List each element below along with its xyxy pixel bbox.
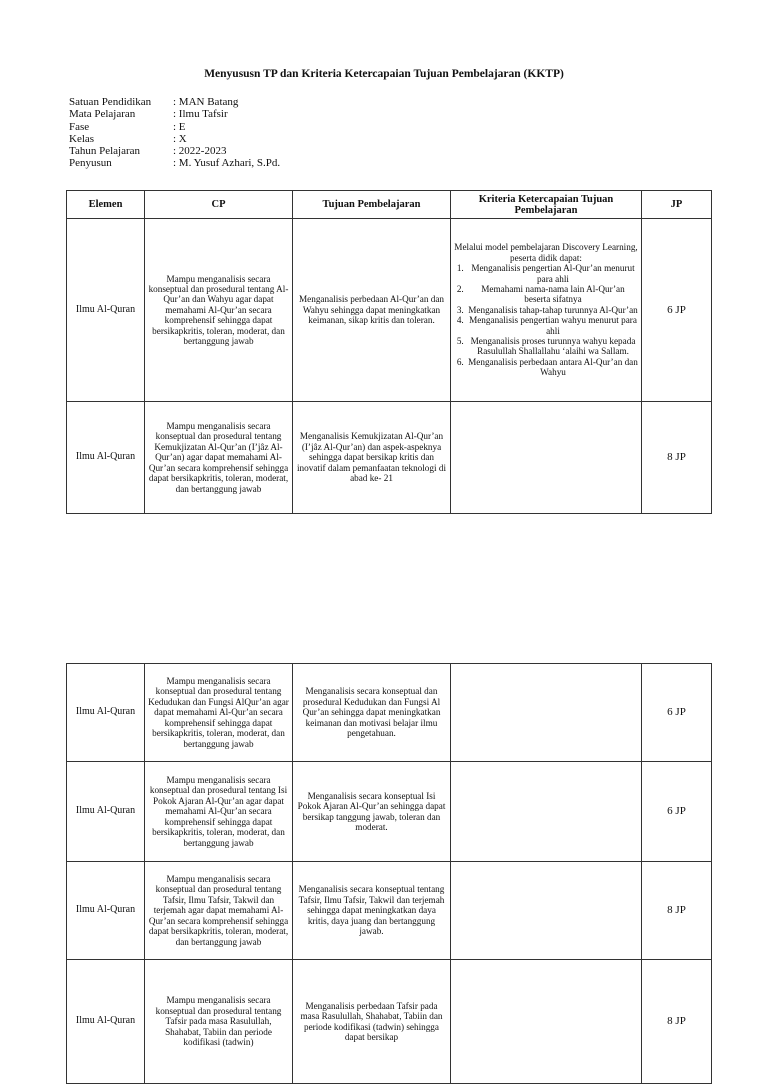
info-label: Fase <box>69 120 90 133</box>
header-tp: Tujuan Pembelajaran <box>293 191 451 219</box>
info-row <box>69 121 280 133</box>
kriteria-item: 1. Menganalisis pengertian Al-Qur’an menurut para ahli <box>466 263 638 284</box>
cell-cp: Mampu menganalisis secara konseptual dan prosedural tentang Kemukjizatan Al-Qur’an (I’jâz Al-Qur’an) agar dapat memahami Al-Qur’an secara komprehensif sehingga dapat bersikapkritis, toleran, moderat, dan bertanggung jawab <box>145 402 293 514</box>
cell-kriteria <box>451 960 642 1084</box>
kriteria-item: 5. Menganalisis proses turunnya wahyu kepada Rasulullah Shallallahu ‘alaihi wa Sallam. <box>466 336 638 357</box>
cell-elemen: Ilmu Al-Quran <box>67 219 145 402</box>
cell-elemen: Ilmu Al-Quran <box>67 960 145 1084</box>
header-elemen: Elemen <box>67 191 145 219</box>
info-value: : X <box>173 132 187 145</box>
info-label: Tahun Pelajaran <box>69 145 141 158</box>
cell-elemen: Ilmu Al-Quran <box>67 402 145 514</box>
kktp-table-1 <box>66 190 712 514</box>
cell-jp: 6 JP <box>642 219 712 402</box>
cell-jp: 8 JP <box>642 862 712 960</box>
info-block <box>69 96 280 170</box>
cell-tp: Menganalisis secara konseptual Isi Pokok Ajaran Al-Qur’an sehingga dapat bersikap tanggung jawab, toleran dan moderat. <box>293 762 451 862</box>
kktp-table-2 <box>66 663 712 1084</box>
table-header-row <box>67 191 712 219</box>
info-value: : 2022-2023 <box>173 145 227 158</box>
cell-jp: 8 JP <box>642 402 712 514</box>
info-row <box>69 157 280 169</box>
header-cp: CP <box>145 191 293 219</box>
info-value: : Ilmu Tafsir <box>173 108 228 121</box>
info-value: : MAN Batang <box>173 96 239 108</box>
cell-kriteria <box>451 664 642 762</box>
cell-jp: 6 JP <box>642 762 712 862</box>
page-title: Menyususn TP dan Kriteria Ketercapaian Tujuan Pembelajaran (KKTP) <box>204 68 564 80</box>
cell-cp: Mampu menganalisis secara konseptual dan prosedural tentang Tafsir pada masa Rasulullah, Shahabat, Tabiin dan periode kodifikasi (tadwin) <box>145 960 293 1084</box>
info-row <box>69 145 280 157</box>
info-value: : E <box>173 120 186 133</box>
cell-tp: Menganalisis perbedaan Al-Qur’an dan Wahyu sehingga dapat meningkatkan keimanan, sikap kritis dan toleran. <box>293 219 451 402</box>
cell-cp: Mampu menganalisis secara konseptual dan prosedural tentang Tafsir, Ilmu Tafsir, Takwil dan terjemah agar dapat memahami Al-Qur’an secara komprehensif sehingga dapat bersikapkritis, toleran, moderat, dan bertanggung jawab <box>145 862 293 960</box>
table-row <box>67 862 712 960</box>
info-label: Mata Pelajaran <box>69 108 136 121</box>
kriteria-intro: Melalui model pembelajaran Discovery Learning, peserta didik dapat: <box>454 242 638 263</box>
cell-kriteria <box>451 862 642 960</box>
cell-kriteria <box>451 402 642 514</box>
cell-cp: Mampu menganalisis secara konseptual dan prosedural tentang Isi Pokok Ajaran Al-Qur’an agar dapat memahami Al-Qur’an secara komprehensif sehingga dapat bersikapkritis, toleran, moderat, dan bertanggung jawab <box>145 762 293 862</box>
info-label: Satuan Pendidikan <box>69 96 152 108</box>
table-row <box>67 960 712 1084</box>
info-row <box>69 133 280 145</box>
cell-tp: Menganalisis secara konseptual tentang Tafsir, Ilmu Tafsir, Takwil dan terjemah sehingga dapat meningkatkan daya kritis, daya juang dan bertanggung jawab. <box>293 862 451 960</box>
info-row <box>69 108 280 120</box>
cell-tp: Menganalisis Kemukjizatan Al-Qur’an (I’jâz Al-Qur’an) dan aspek-aspeknya sehingga dapat bersikap kritis dan inovatif dalam pemanfaatan teknologi di abad ke- 21 <box>293 402 451 514</box>
header-kriteria: Kriteria Ketercapaian Tujuan Pembelajaran <box>451 191 642 219</box>
cell-cp: Mampu menganalisis secara konseptual dan prosedural tentang Al-Qur’an dan Wahyu agar dapat memahami Al-Qur’an secara komprehensif sehingga dapat bersikapkritis, toleran, moderat, dan bertanggung jawab <box>145 219 293 402</box>
info-row <box>69 96 280 108</box>
table-row <box>67 219 712 402</box>
cell-jp: 8 JP <box>642 960 712 1084</box>
table-row <box>67 664 712 762</box>
info-label: Penyusun <box>69 157 112 170</box>
cell-elemen: Ilmu Al-Quran <box>67 762 145 862</box>
cell-elemen: Ilmu Al-Quran <box>67 664 145 762</box>
cell-kriteria <box>451 219 642 402</box>
cell-cp: Mampu menganalisis secara konseptual dan prosedural tentang Kedudukan dan Fungsi AlQur’an agar dapat memahami Al-Qur’an secara komprehensif sehingga dapat bersikapkritis, toleran, moderat, dan bertanggung jawab <box>145 664 293 762</box>
kriteria-item: 3. Menganalisis tahap-tahap turunnya Al-Qur’an <box>466 305 638 315</box>
cell-kriteria <box>451 762 642 862</box>
header-jp: JP <box>642 191 712 219</box>
cell-tp: Menganalisis secara konseptual dan prosedural Kedudukan dan Fungsi Al Qur’an sehingga dapat meningkatkan keimanan dan motivasi belajar ilmu pengetahuan. <box>293 664 451 762</box>
info-label: Kelas <box>69 132 95 145</box>
kriteria-item: 2. Memahami nama-nama lain Al-Qur’an beserta sifatnya <box>466 284 638 305</box>
kriteria-item: 4. Menganalisis pengertian wahyu menurut para ahli <box>466 315 638 336</box>
cell-jp: 6 JP <box>642 664 712 762</box>
info-value: : M. Yusuf Azhari, S.Pd. <box>173 157 281 170</box>
cell-elemen: Ilmu Al-Quran <box>67 862 145 960</box>
table-row <box>67 762 712 862</box>
table-row <box>67 402 712 514</box>
kriteria-item: 6. Menganalisis perbedaan antara Al-Qur’an dan Wahyu <box>466 357 638 378</box>
kriteria-list <box>454 263 638 377</box>
cell-tp: Menganalisis perbedaan Tafsir pada masa Rasulullah, Shahabat, Tabiin dan periode kodifikasi (tadwin) sehingga dapat bersikap <box>293 960 451 1084</box>
